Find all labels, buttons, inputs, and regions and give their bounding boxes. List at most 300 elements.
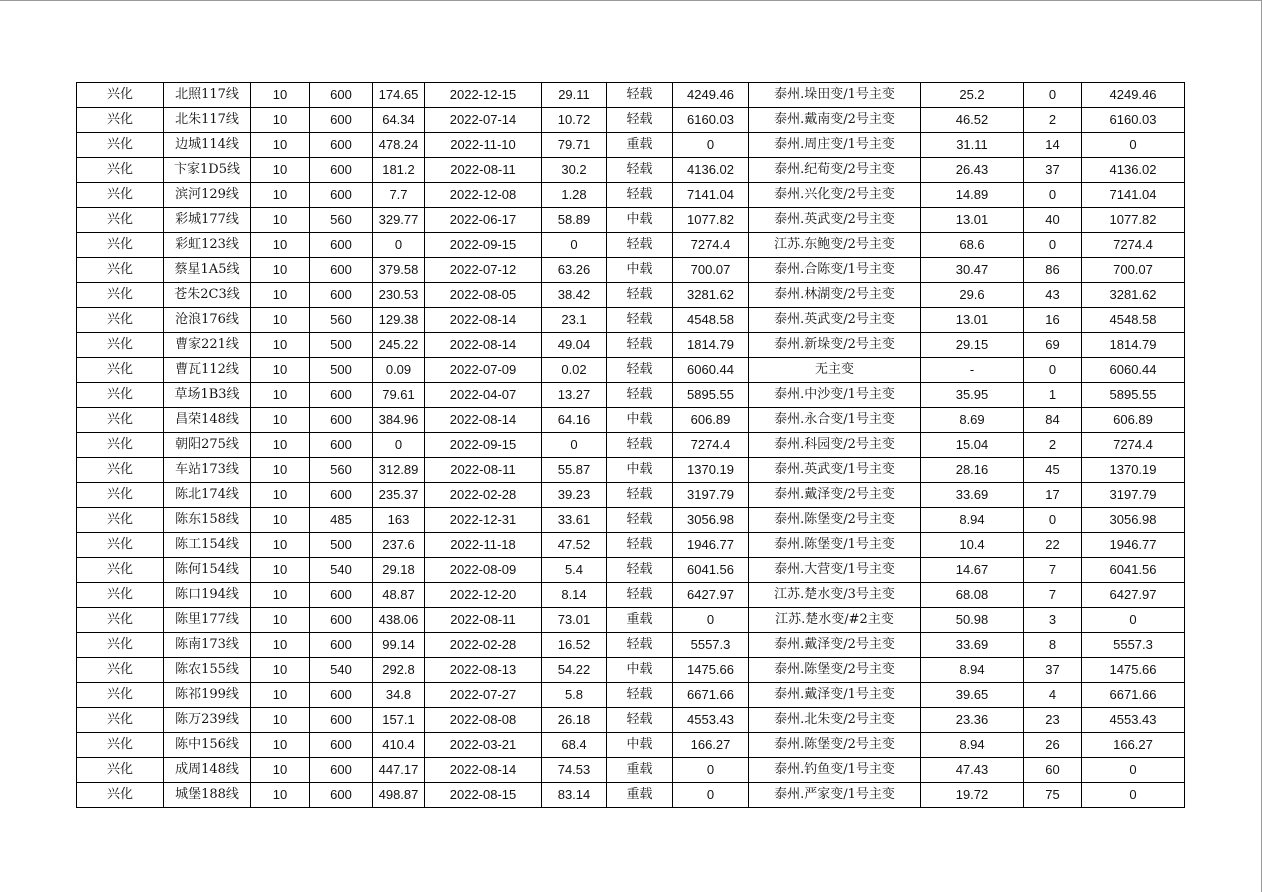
count-cell: 43 [1024,283,1082,308]
line-name-cell: 北照117线 [164,83,251,108]
load-rate-cell: 74.53 [542,758,607,783]
rated-capacity-cell: 600 [310,133,373,158]
load-value-cell: 235.37 [373,483,425,508]
transformer-cell: 泰州.林湖变/2号主变 [749,283,921,308]
load-value-cell: 99.14 [373,633,425,658]
load-rate-cell: 0 [542,433,607,458]
region-cell: 兴化 [77,333,164,358]
voltage-cell: 10 [251,708,310,733]
load-status-cell: 轻载 [607,83,673,108]
remaining-capacity-cell: 4553.43 [1082,708,1185,733]
date-cell: 2022-08-15 [425,783,542,808]
transformer-load-rate-cell: 33.69 [921,633,1024,658]
load-rate-cell: 63.26 [542,258,607,283]
load-status-cell: 中载 [607,658,673,683]
rated-capacity-cell: 600 [310,283,373,308]
transformer-cell: 泰州.陈堡变/2号主变 [749,733,921,758]
voltage-cell: 10 [251,658,310,683]
voltage-cell: 10 [251,783,310,808]
remaining-capacity-cell: 4548.58 [1082,308,1185,333]
voltage-cell: 10 [251,333,310,358]
load-rate-cell: 39.23 [542,483,607,508]
remaining-capacity-cell: 166.27 [1082,733,1185,758]
transformer-load-rate-cell: 35.95 [921,383,1024,408]
voltage-cell: 10 [251,483,310,508]
voltage-cell: 10 [251,608,310,633]
table-row [77,608,1185,633]
remaining-capacity-cell: 3197.79 [1082,483,1185,508]
transformer-cell: 泰州.英武变/2号主变 [749,208,921,233]
rated-capacity-cell: 500 [310,533,373,558]
date-cell: 2022-08-14 [425,333,542,358]
transformer-load-rate-cell: 68.08 [921,583,1024,608]
load-rate-cell: 0 [542,233,607,258]
voltage-cell: 10 [251,408,310,433]
table-row [77,158,1185,183]
available-capacity-cell: 3056.98 [673,508,749,533]
load-value-cell: 478.24 [373,133,425,158]
available-capacity-cell: 7274.4 [673,233,749,258]
transformer-cell: 泰州.新垛变/2号主变 [749,333,921,358]
load-value-cell: 410.4 [373,733,425,758]
transformer-cell: 泰州.周庄变/1号主变 [749,133,921,158]
load-rate-cell: 55.87 [542,458,607,483]
load-value-cell: 438.06 [373,608,425,633]
rated-capacity-cell: 600 [310,758,373,783]
line-name-cell: 朝阳275线 [164,433,251,458]
region-cell: 兴化 [77,758,164,783]
transformer-cell: 江苏.东鲍变/2号主变 [749,233,921,258]
voltage-cell: 10 [251,558,310,583]
rated-capacity-cell: 600 [310,683,373,708]
transformer-load-rate-cell: - [921,358,1024,383]
remaining-capacity-cell: 7274.4 [1082,233,1185,258]
available-capacity-cell: 700.07 [673,258,749,283]
table-row [77,133,1185,158]
voltage-cell: 10 [251,533,310,558]
count-cell: 0 [1024,83,1082,108]
region-cell: 兴化 [77,433,164,458]
count-cell: 0 [1024,183,1082,208]
remaining-capacity-cell: 0 [1082,758,1185,783]
count-cell: 7 [1024,558,1082,583]
region-cell: 兴化 [77,408,164,433]
rated-capacity-cell: 600 [310,408,373,433]
load-status-cell: 重载 [607,758,673,783]
available-capacity-cell: 6160.03 [673,108,749,133]
line-name-cell: 陈工154线 [164,533,251,558]
load-value-cell: 48.87 [373,583,425,608]
table-row [77,458,1185,483]
transformer-load-rate-cell: 15.04 [921,433,1024,458]
transformer-cell: 泰州.英武变/1号主变 [749,458,921,483]
voltage-cell: 10 [251,683,310,708]
available-capacity-cell: 5557.3 [673,633,749,658]
date-cell: 2022-07-12 [425,258,542,283]
available-capacity-cell: 0 [673,758,749,783]
region-cell: 兴化 [77,158,164,183]
load-rate-cell: 8.14 [542,583,607,608]
table-row [77,308,1185,333]
line-name-cell: 曹瓦112线 [164,358,251,383]
remaining-capacity-cell: 1814.79 [1082,333,1185,358]
remaining-capacity-cell: 1370.19 [1082,458,1185,483]
voltage-cell: 10 [251,458,310,483]
date-cell: 2022-08-09 [425,558,542,583]
date-cell: 2022-02-28 [425,633,542,658]
load-value-cell: 230.53 [373,283,425,308]
region-cell: 兴化 [77,483,164,508]
count-cell: 0 [1024,508,1082,533]
line-name-cell: 陈口194线 [164,583,251,608]
transformer-cell: 江苏.楚水变/3号主变 [749,583,921,608]
line-name-cell: 陈北174线 [164,483,251,508]
load-status-cell: 轻载 [607,633,673,658]
region-cell: 兴化 [77,633,164,658]
transformer-load-rate-cell: 10.4 [921,533,1024,558]
count-cell: 7 [1024,583,1082,608]
load-status-cell: 轻载 [607,508,673,533]
load-value-cell: 498.87 [373,783,425,808]
available-capacity-cell: 0 [673,783,749,808]
load-status-cell: 轻载 [607,433,673,458]
remaining-capacity-cell: 6160.03 [1082,108,1185,133]
date-cell: 2022-11-10 [425,133,542,158]
transformer-cell: 泰州.北朱变/2号主变 [749,708,921,733]
transformer-load-rate-cell: 8.94 [921,733,1024,758]
rated-capacity-cell: 600 [310,733,373,758]
load-status-cell: 中载 [607,733,673,758]
rated-capacity-cell: 485 [310,508,373,533]
table-row [77,83,1185,108]
rated-capacity-cell: 600 [310,583,373,608]
date-cell: 2022-02-28 [425,483,542,508]
voltage-cell: 10 [251,583,310,608]
load-rate-cell: 5.4 [542,558,607,583]
load-value-cell: 34.8 [373,683,425,708]
available-capacity-cell: 4553.43 [673,708,749,733]
line-name-cell: 陈农155线 [164,658,251,683]
date-cell: 2022-12-08 [425,183,542,208]
transformer-cell: 泰州.永合变/1号主变 [749,408,921,433]
load-status-cell: 轻载 [607,158,673,183]
line-name-cell: 滨河129线 [164,183,251,208]
transformer-load-rate-cell: 25.2 [921,83,1024,108]
date-cell: 2022-08-11 [425,458,542,483]
count-cell: 17 [1024,483,1082,508]
count-cell: 69 [1024,333,1082,358]
count-cell: 1 [1024,383,1082,408]
available-capacity-cell: 3281.62 [673,283,749,308]
line-name-cell: 蔡星1A5线 [164,258,251,283]
table-row [77,283,1185,308]
remaining-capacity-cell: 1475.66 [1082,658,1185,683]
transformer-cell: 泰州.陈堡变/2号主变 [749,658,921,683]
table-row [77,733,1185,758]
load-status-cell: 中载 [607,408,673,433]
transformer-load-rate-cell: 28.16 [921,458,1024,483]
transformer-cell: 江苏.楚水变/#2主变 [749,608,921,633]
load-rate-cell: 54.22 [542,658,607,683]
remaining-capacity-cell: 3281.62 [1082,283,1185,308]
date-cell: 2022-06-17 [425,208,542,233]
load-value-cell: 129.38 [373,308,425,333]
load-rate-cell: 23.1 [542,308,607,333]
line-name-cell: 边城114线 [164,133,251,158]
available-capacity-cell: 7141.04 [673,183,749,208]
transformer-cell: 泰州.戴泽变/2号主变 [749,633,921,658]
load-status-cell: 轻载 [607,183,673,208]
region-cell: 兴化 [77,283,164,308]
voltage-cell: 10 [251,383,310,408]
available-capacity-cell: 166.27 [673,733,749,758]
count-cell: 84 [1024,408,1082,433]
date-cell: 2022-12-15 [425,83,542,108]
date-cell: 2022-11-18 [425,533,542,558]
region-cell: 兴化 [77,233,164,258]
table-row [77,783,1185,808]
rated-capacity-cell: 560 [310,458,373,483]
load-rate-cell: 29.11 [542,83,607,108]
region-cell: 兴化 [77,783,164,808]
load-status-cell: 轻载 [607,483,673,508]
transformer-cell: 泰州.陈堡变/1号主变 [749,533,921,558]
table-row [77,333,1185,358]
load-value-cell: 157.1 [373,708,425,733]
table-row [77,408,1185,433]
load-status-cell: 重载 [607,783,673,808]
available-capacity-cell: 1077.82 [673,208,749,233]
available-capacity-cell: 606.89 [673,408,749,433]
load-value-cell: 79.61 [373,383,425,408]
remaining-capacity-cell: 4136.02 [1082,158,1185,183]
transformer-load-rate-cell: 8.69 [921,408,1024,433]
line-name-cell: 卞家1D5线 [164,158,251,183]
available-capacity-cell: 4548.58 [673,308,749,333]
remaining-capacity-cell: 0 [1082,133,1185,158]
load-rate-cell: 64.16 [542,408,607,433]
load-value-cell: 0 [373,233,425,258]
voltage-cell: 10 [251,733,310,758]
remaining-capacity-cell: 1077.82 [1082,208,1185,233]
line-name-cell: 草场1B3线 [164,383,251,408]
rated-capacity-cell: 600 [310,258,373,283]
load-status-cell: 轻载 [607,233,673,258]
count-cell: 23 [1024,708,1082,733]
transformer-cell: 泰州.中沙变/1号主变 [749,383,921,408]
table-row [77,483,1185,508]
transformer-cell: 泰州.钓鱼变/1号主变 [749,758,921,783]
count-cell: 2 [1024,108,1082,133]
region-cell: 兴化 [77,558,164,583]
load-rate-cell: 73.01 [542,608,607,633]
region-cell: 兴化 [77,183,164,208]
line-name-cell: 成周148线 [164,758,251,783]
voltage-cell: 10 [251,358,310,383]
transformer-load-rate-cell: 47.43 [921,758,1024,783]
date-cell: 2022-08-11 [425,608,542,633]
date-cell: 2022-12-31 [425,508,542,533]
date-cell: 2022-08-14 [425,308,542,333]
remaining-capacity-cell: 606.89 [1082,408,1185,433]
table-row [77,558,1185,583]
date-cell: 2022-09-15 [425,233,542,258]
count-cell: 2 [1024,433,1082,458]
load-status-cell: 中载 [607,458,673,483]
voltage-cell: 10 [251,208,310,233]
line-name-cell: 陈南173线 [164,633,251,658]
load-rate-cell: 0.02 [542,358,607,383]
region-cell: 兴化 [77,133,164,158]
region-cell: 兴化 [77,583,164,608]
table-row [77,533,1185,558]
transformer-load-rate-cell: 68.6 [921,233,1024,258]
load-value-cell: 163 [373,508,425,533]
rated-capacity-cell: 500 [310,333,373,358]
transformer-cell: 泰州.严家变/1号主变 [749,783,921,808]
transformer-cell: 泰州.陈堡变/2号主变 [749,508,921,533]
load-rate-cell: 49.04 [542,333,607,358]
region-cell: 兴化 [77,658,164,683]
available-capacity-cell: 0 [673,133,749,158]
transformer-cell: 泰州.兴化变/2号主变 [749,183,921,208]
region-cell: 兴化 [77,383,164,408]
available-capacity-cell: 6427.97 [673,583,749,608]
line-name-cell: 昌荣148线 [164,408,251,433]
line-name-cell: 沧浪176线 [164,308,251,333]
available-capacity-cell: 5895.55 [673,383,749,408]
available-capacity-cell: 6671.66 [673,683,749,708]
date-cell: 2022-07-27 [425,683,542,708]
load-value-cell: 379.58 [373,258,425,283]
rated-capacity-cell: 600 [310,483,373,508]
count-cell: 4 [1024,683,1082,708]
rated-capacity-cell: 600 [310,158,373,183]
available-capacity-cell: 1814.79 [673,333,749,358]
transformer-load-rate-cell: 31.11 [921,133,1024,158]
transformer-cell: 泰州.垛田变/1号主变 [749,83,921,108]
voltage-cell: 10 [251,233,310,258]
date-cell: 2022-12-20 [425,583,542,608]
count-cell: 60 [1024,758,1082,783]
transformer-load-rate-cell: 33.69 [921,483,1024,508]
load-status-cell: 轻载 [607,558,673,583]
load-value-cell: 0.09 [373,358,425,383]
voltage-cell: 10 [251,758,310,783]
voltage-cell: 10 [251,283,310,308]
available-capacity-cell: 1475.66 [673,658,749,683]
region-cell: 兴化 [77,608,164,633]
load-value-cell: 181.2 [373,158,425,183]
voltage-cell: 10 [251,158,310,183]
remaining-capacity-cell: 7141.04 [1082,183,1185,208]
count-cell: 14 [1024,133,1082,158]
load-value-cell: 29.18 [373,558,425,583]
voltage-cell: 10 [251,633,310,658]
remaining-capacity-cell: 0 [1082,783,1185,808]
load-value-cell: 174.65 [373,83,425,108]
transformer-cell: 泰州.戴南变/2号主变 [749,108,921,133]
rated-capacity-cell: 600 [310,108,373,133]
table-row [77,633,1185,658]
date-cell: 2022-08-05 [425,283,542,308]
available-capacity-cell: 6041.56 [673,558,749,583]
voltage-cell: 10 [251,433,310,458]
load-status-cell: 轻载 [607,358,673,383]
remaining-capacity-cell: 3056.98 [1082,508,1185,533]
table-row [77,108,1185,133]
rated-capacity-cell: 600 [310,233,373,258]
table-row [77,583,1185,608]
region-cell: 兴化 [77,83,164,108]
rated-capacity-cell: 500 [310,358,373,383]
remaining-capacity-cell: 5557.3 [1082,633,1185,658]
region-cell: 兴化 [77,208,164,233]
rated-capacity-cell: 600 [310,83,373,108]
available-capacity-cell: 0 [673,608,749,633]
table-row [77,508,1185,533]
date-cell: 2022-04-07 [425,383,542,408]
load-value-cell: 64.34 [373,108,425,133]
line-name-cell: 北朱117线 [164,108,251,133]
rated-capacity-cell: 600 [310,433,373,458]
transformer-cell: 泰州.戴泽变/1号主变 [749,683,921,708]
transformer-load-rate-cell: 26.43 [921,158,1024,183]
load-status-cell: 轻载 [607,533,673,558]
table-row [77,758,1185,783]
load-status-cell: 轻载 [607,333,673,358]
load-status-cell: 重载 [607,133,673,158]
rated-capacity-cell: 600 [310,633,373,658]
date-cell: 2022-08-13 [425,658,542,683]
region-cell: 兴化 [77,358,164,383]
rated-capacity-cell: 600 [310,183,373,208]
date-cell: 2022-08-08 [425,708,542,733]
available-capacity-cell: 4136.02 [673,158,749,183]
table-row [77,208,1185,233]
table-row [77,183,1185,208]
load-rate-cell: 58.89 [542,208,607,233]
load-value-cell: 7.7 [373,183,425,208]
load-value-cell: 292.8 [373,658,425,683]
date-cell: 2022-08-14 [425,758,542,783]
count-cell: 86 [1024,258,1082,283]
region-cell: 兴化 [77,258,164,283]
transformer-load-rate-cell: 39.65 [921,683,1024,708]
count-cell: 0 [1024,358,1082,383]
transformer-cell: 泰州.合陈变/1号主变 [749,258,921,283]
line-name-cell: 彩城177线 [164,208,251,233]
rated-capacity-cell: 600 [310,383,373,408]
transformer-load-rate-cell: 14.89 [921,183,1024,208]
rated-capacity-cell: 560 [310,308,373,333]
load-rate-cell: 13.27 [542,383,607,408]
feeder-load-table [76,82,1185,808]
voltage-cell: 10 [251,258,310,283]
voltage-cell: 10 [251,83,310,108]
transformer-load-rate-cell: 13.01 [921,208,1024,233]
load-rate-cell: 30.2 [542,158,607,183]
load-status-cell: 轻载 [607,583,673,608]
table-row [77,358,1185,383]
remaining-capacity-cell: 0 [1082,608,1185,633]
transformer-load-rate-cell: 13.01 [921,308,1024,333]
load-rate-cell: 16.52 [542,633,607,658]
transformer-cell: 泰州.大营变/1号主变 [749,558,921,583]
table-body [77,83,1185,808]
remaining-capacity-cell: 6060.44 [1082,358,1185,383]
transformer-cell: 泰州.纪荀变/2号主变 [749,158,921,183]
